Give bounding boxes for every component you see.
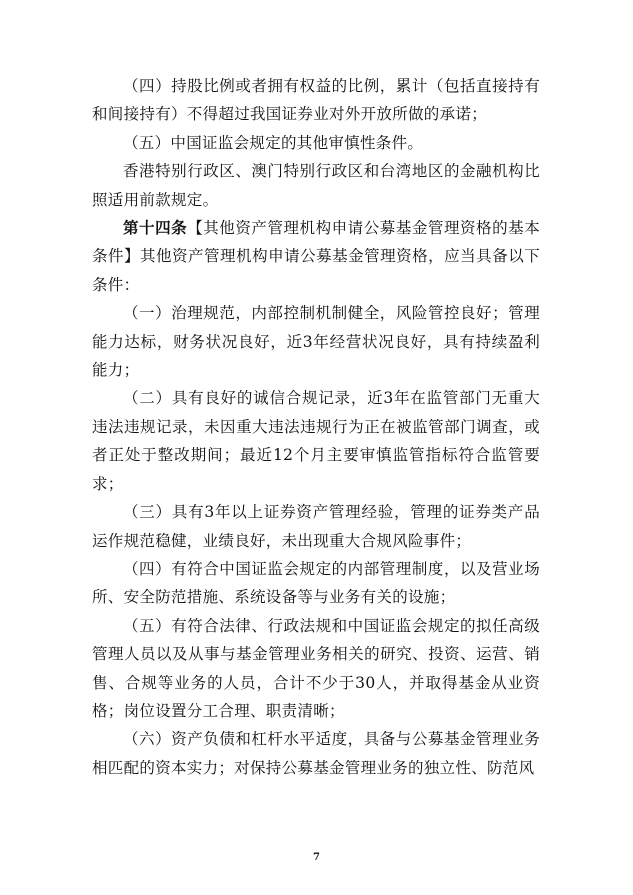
paragraph-clause-5-prudential: （五）中国证监会规定的其他审慎性条件。 [123, 133, 424, 152]
article-body: 【其他资产管理机构申请公募基金管理资格的基本条件】其他资产管理机构申请公募基金管理资格，应当具备以下条件： [92, 219, 541, 294]
paragraph-condition-4: （四）有符合中国证监会规定的内部管理制度，以及营业场所、安全防范措施、系统设备等与业务有关的设施； [92, 559, 540, 607]
paragraph-condition-3: （三）具有3年以上证券资产管理经验，管理的证券类产品运作规范稳健，业绩良好，未出现重大合规风险事件； [92, 503, 540, 550]
paragraph-condition-1: （一）治理规范，内部控制机制健全，风险管控良好；管理能力达标，财务状况良好，近3年经营状况良好，具有持续盈利能力； [92, 304, 540, 380]
paragraph-hk-macau-taiwan: 香港特别行政区、澳门特别行政区和台湾地区的金融机构比照适用前款规定。 [92, 162, 540, 209]
article-heading: 第十四条 [123, 218, 188, 238]
paragraph-clause-4-shareholding: （四）持股比例或者拥有权益的比例，累计（包括直接持有和间接持有）不得超过我国证券业对外开放所做的承诺； [92, 77, 540, 124]
page-number: 7 [313, 852, 320, 863]
paragraph-article-14 [92, 214, 540, 299]
document-page [92, 72, 540, 782]
paragraph-condition-2: （二）具有良好的诚信合规记录，近3年在监管部门无重大违法违规记录，未因重大违法违规行为正在被监管部门调查，或者正处于整改期间；最近12个月主要审慎监管指标符合监管要求； [92, 389, 540, 493]
paragraph-condition-6: （六）资产负债和杠杆水平适度，具备与公募基金管理业务相匹配的资本实力；对保持公募基金管理业务的独立性、防范风 [92, 730, 540, 777]
paragraph-condition-5: （五）有符合法律、行政法规和中国证监会规定的拟任高级管理人员以及从事与基金管理业务相关的研究、投资、运营、销售、合规等业务的人员，合计不少于30人，并取得基金从业资格；岗位设置分工合理、职责清晰； [92, 616, 540, 720]
